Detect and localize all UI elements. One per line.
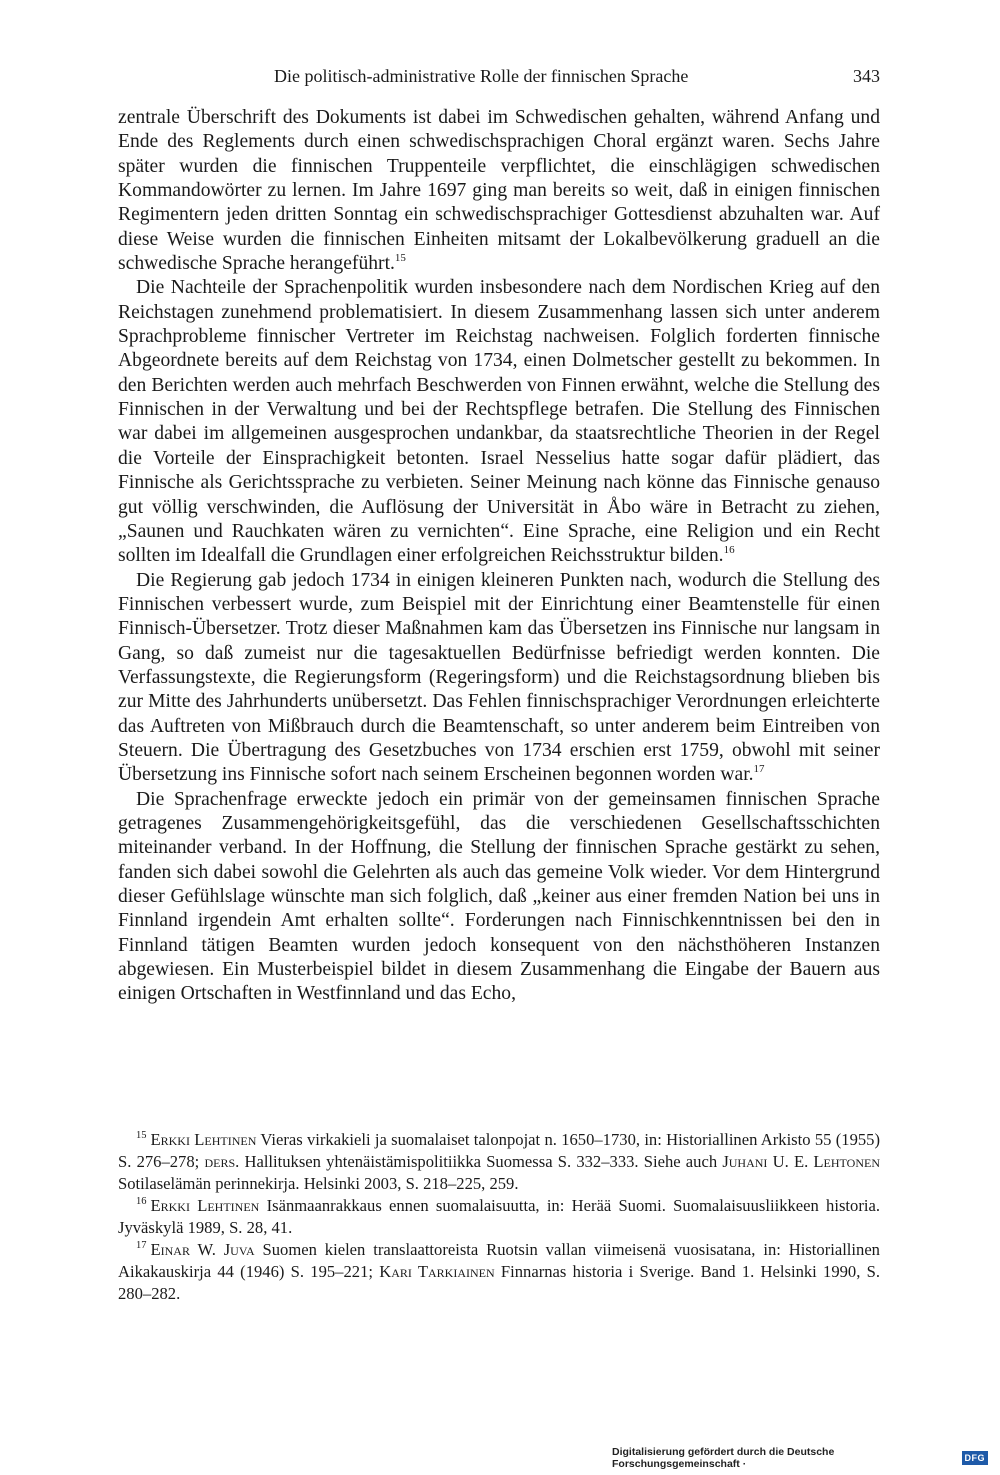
footnote-15-author: Erkki Lehtinen: [150, 1130, 257, 1149]
footnote-16: [118, 1195, 880, 1239]
footnote-ref-15: 15: [394, 252, 406, 265]
footnote-15: [118, 1129, 880, 1195]
page-number: 343: [853, 66, 880, 86]
paragraph-3: [118, 569, 880, 788]
dfg-logo-icon: DFG: [962, 1451, 989, 1465]
footnote-17-text-1: Suomen kielen translaattoreista Ruotsin vallan viimeisenä vuosisatana, in: Historiallinen Aikakauskirja 44 (1946) S. 195–221;: [118, 1240, 880, 1281]
footnote-17-author-2: Kari Tarkiainen: [379, 1262, 495, 1281]
footnote-16-number: 16: [136, 1196, 147, 1207]
footnote-16-text-1: Isänmaanrakkaus ennen suomalaisuutta, in: Herää Suomi. Suomalaisuusliikkeen historia. Jyväskylä 1989, S. 28, 41.: [118, 1196, 880, 1237]
footnote-15-author-2: ders.: [204, 1152, 240, 1171]
footer-credit: Digitalisierung gefördert durch die Deutsche Forschungsgemeinschaft ·: [612, 1446, 835, 1470]
footnote-17-number: 17: [136, 1240, 147, 1251]
paragraph-1-text: zentrale Überschrift des Dokuments ist dabei im Schwedischen gehalten, während Anfang und Ende des Reglements durch einen schwedischsprachigen Choral ergänzt waren. Sechs Jahre später wurden die finnischen Truppenteile verpflichtet, die einschlägigen schwedischen Kommandowörter zu lernen. Im Jahre 1697 ging man bereits so weit, daß in einigen finnischen Regimentern jeden dritten Sonntag ein schwedischsprachiger Gottesdienst abzuhalten war. Auf diese Weise wurden die finnischen Einheiten mitsamt der Lokalbevölkerung graduell an die schwedische Sprache herangeführt.: [118, 107, 880, 275]
footnote-15-text-2: Hallituksen yhtenäistämispolitiikka Suomessa S. 332–333. Siehe auch: [239, 1152, 723, 1171]
paragraph-4: [118, 788, 880, 1007]
running-title: Die politisch-administrative Rolle der finnischen Sprache: [274, 66, 689, 86]
footnote-ref-16: 16: [723, 544, 735, 557]
paragraph-4-text: Die Sprachenfrage erweckte jedoch ein primär von der gemeinsamen finnischen Sprache getragenes Zusammengehörigkeitsgefühl, das die verschiedenen Gesellschaftsschichten miteinander verband. In der Hoffnung, die Stellung der finnischen Sprache gestärkt zu sehen, fanden sich dabei sowohl die Gelehrten als auch das gemeine Volk wieder. Vor dem Hintergrund dieser Gefühlslage wünschte man sich folglich, daß „keiner aus einer fremden Nation bei uns in Finnland irgendein Amt erhalten sollte“. Forderungen nach Finnischkenntnissen bei den in Finnland tätigen Beamten wurden jedoch konsequent von den nächsthöheren Instanzen abgewiesen. Ein Musterbeispiel bildet in diesem Zusammenhang die Eingabe der Bauern aus einigen Ortschaften in Westfinnland und das Echo,: [118, 788, 880, 1005]
footnote-ref-17: 17: [753, 763, 765, 776]
footnote-17-author: Einar W. Juva: [150, 1240, 255, 1259]
footnote-17: [118, 1239, 880, 1305]
paragraph-1: [118, 106, 880, 276]
footnote-15-text-1: Vieras virkakieli ja suomalaiset talonpojat n. 1650–1730, in: Historiallinen Arkisto 55 (1955) S. 276–278;: [118, 1130, 880, 1171]
footnote-15-number: 15: [136, 1130, 147, 1141]
footnote-17-text-2: Finnarnas historia i Sverige. Band 1. Helsinki 1990, S. 280–282.: [118, 1262, 880, 1303]
running-header: [274, 64, 880, 88]
main-text: [118, 106, 880, 1007]
paragraph-2-text: Die Nachteile der Sprachenpolitik wurden insbesondere nach dem Nordischen Krieg auf den Reichstagen zunehmend problematisiert. In diesem Zusammenhang lassen sich unter anderem Sprachprobleme finnischer Vertreter im Reichstag nachweisen. Folglich forderten finnische Abgeordnete bereits auf dem Reichstag von 1734, einen Dolmetscher gestellt zu bekommen. In den Berichten werden auch mehrfach Beschwerden von Finnen erwähnt, welche die Stellung des Finnischen in der Verwaltung und bei der Rechtspflege betrafen. Die Stellung des Finnischen war dabei im allgemeinen ausgesprochen undankbar, da staatsrechtliche Theorien in der Regel die Vorteile der Einsprachigkeit betonten. Israel Nesselius hatte sogar dafür plädiert, das Finnische als Gerichtssprache zu verbieten. Seiner Meinung nach könne das Finnische genauso gut völlig verschwinden, die Auflösung der Universität in Åbo wäre in Betracht zu ziehen, „Saunen und Rauchkaten wären zu vernichten“. Eine Sprache, eine Religion und ein Recht sollten im Idealfall die Grundlagen einer erfolgreichen Reichsstruktur bilden.: [118, 277, 880, 567]
footnote-16-author: Erkki Lehtinen: [150, 1196, 260, 1215]
paragraph-2: [118, 276, 880, 568]
digitization-footer: [612, 1446, 988, 1470]
footnote-15-author-3: Juhani U. E. Lehtonen: [722, 1152, 880, 1171]
footnote-15-text-3: Sotilaselämän perinnekirja. Helsinki 2003, S. 218–225, 259.: [118, 1174, 519, 1193]
footnotes: [118, 1129, 880, 1305]
paragraph-3-text: Die Regierung gab jedoch 1734 in einigen kleineren Punkten nach, wodurch die Stellung des Finnischen verbessert wurde, zum Beispiel mit der Einrichtung einer Beamtenstelle für einen Finnisch-Übersetzer. Trotz dieser Maßnahmen kam das Übersetzen ins Finnische nur langsam in Gang, so daß zumeist nur die tagesaktuellen Bedürfnisse befriedigt werden konnten. Die Verfassungstexte, die Regierungsform (Regeringsform) und die Reichstagsordnung blieben bis zur Mitte des Jahrhunderts unübersetzt. Das Fehlen finnischsprachiger Verordnungen erleichterte das Auftreten von Mißbrauch durch die Beamtenschaft, so unter anderem beim Eintreiben von Steuern. Die Übertragung des Gesetzbuches von 1734 erschien erst 1759, obwohl mit seiner Übersetzung ins Finnische sofort nach seinem Erscheinen begonnen worden war.: [118, 569, 880, 786]
